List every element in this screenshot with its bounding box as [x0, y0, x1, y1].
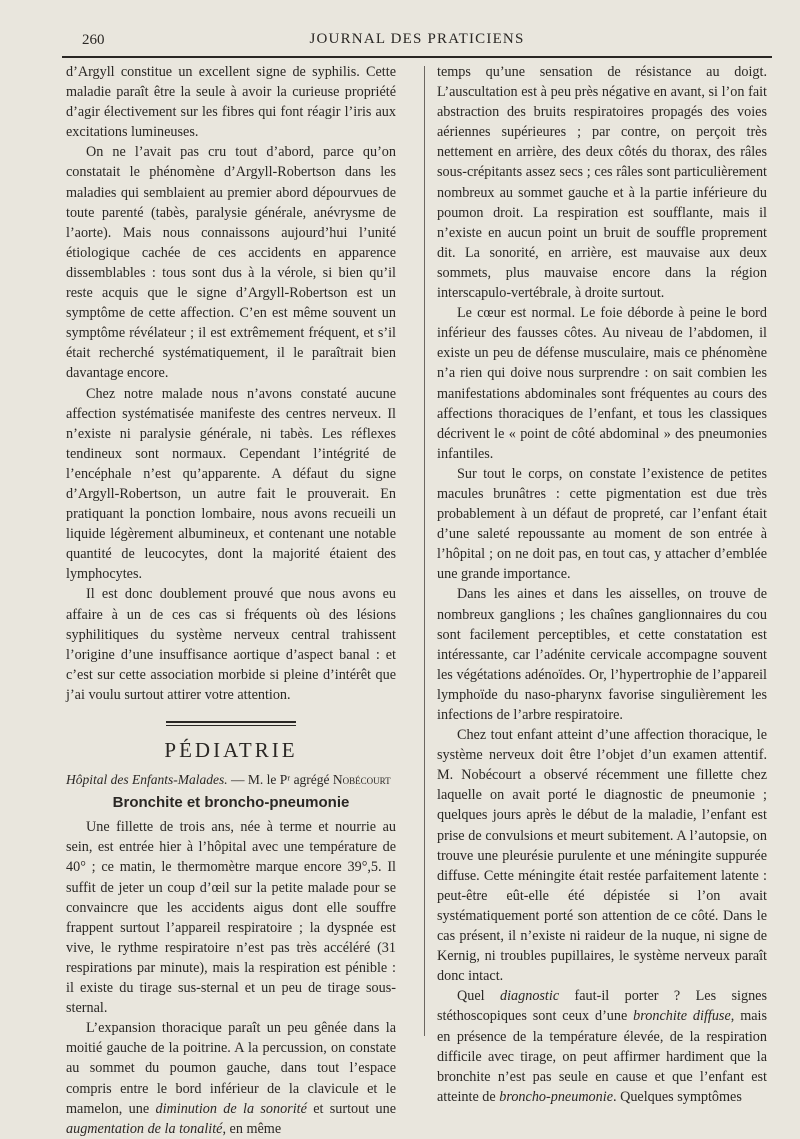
paragraph: Le cœur est normal. Le foie déborde à peine le bord inférieur des fausses côtes. Au niveau de l’abdomen, il existe un peu de défense musculaire, mais ce phénomène n’a rien qui doive nous surprendre : on sait combien les manifestations abdominales sont fréquentes au cours des affections thoraciques de l’enfant, et tous les classiques décrivent le « point de côté abdominal » des pneumonies infantiles. [437, 305, 767, 462]
section-rule [166, 721, 296, 723]
header-rule [62, 56, 772, 58]
text-run: , mais en présence de la température élevée, de la respiration difficile avec tirage, on peut affirmer hardiment que la bronchite n’est pas seule en cause et que l’enfant est atteinte de [437, 1008, 767, 1105]
text-run: faut-il porter ? Les signes stéthoscopiques sont ceux d’une [437, 988, 767, 1025]
speaker-prefix: — M. le Pʳ agrégé [227, 772, 333, 788]
paragraph: Sur tout le corps, on constate l’existence de petites macules brunâtres : cette pigmentation est due très probablement à un défaut de propreté, car l’enfant était d’une saleté repoussante au moment de son entrée à l’hôpital ; on ne doit pas, en tout cas, y attacher d’emblée une grande importance. [437, 465, 767, 583]
italic-text: augmentation de la tonalité [66, 1120, 223, 1137]
text-run: et surtout une [306, 1100, 396, 1117]
paragraph: Il est donc doublement prouvé que nous avons eu affaire à un de ces cas si fréquents où des lésions syphilitiques du système nerveux central trahissent l’origine d’une insuffisance aortique d’aspect banal : et c’est sur cette association morbide si pleine d’intérêt que j’ai voulu surtout attirer votre attention. [66, 586, 396, 703]
italic-text: diagnostic [500, 988, 560, 1005]
paragraph: On ne l’avait pas cru tout d’abord, parce qu’on constatait le phénomène d’Argyll-Robertson dans les maladies qui semblaient au premier abord dépourvues de toute parenté (tabès, paralysie générale, anévrysme de l’aorte). Mais nous connaissons aujourd’hui l’unité étiologique cachée de ces accidents en apparence dissemblables : tous sont dus à la vérole, si bien qu’il reste acquis que le signe d’Argyll-Robertson est un symptôme de cette affection. C’en est même souvent un symptôme révélateur ; il est extrêmement fréquent, et s’il était recherché systématiquement, il le paraîtrait bien davantage encore. [66, 144, 396, 382]
italic-text: bronchite diffuse [633, 1008, 731, 1025]
section-rule [166, 725, 296, 726]
text-run: L’expansion thoracique paraît un peu gênée dans la moitié gauche de la poitrine. A la percussion, on constate au sommet du poumon gauche, dans tout l’espace compris entre le bord inférieur de la clavicule et le mamelon, une [66, 1020, 396, 1117]
hospital-name: Hôpital des Enfants-Malades. [66, 772, 228, 788]
column-divider [424, 66, 425, 1036]
page-number: 260 [82, 32, 105, 48]
section-heading-block [66, 721, 396, 760]
running-title: JOURNAL DES PRATICIENS [309, 31, 525, 47]
paragraph [66, 1018, 396, 1139]
paragraph: temps qu’une sensation de résistance au doigt. L’auscultation est à peu près négative en avant, si l’on fait abstraction des bruits respiratoires propagés des voies aériennes supérieures ; par contre, on perçoit très nettement en arrière, des deux côtés du thorax, des râles sous-crépitants assez secs ; ces râles sont particulièrement nombreux au sommet gauche et à la partie inférieure du poumon droit. La respiration est soufflante, mais il n’existe en aucun point un bruit de souffle proprement dit. La sonorité, en arrière, est mauvaise aux deux sommets, plus mauvaise encore dans la région interscapulo-vertébrale, à droite surtout. [437, 64, 767, 302]
running-header [62, 26, 772, 52]
text-run: , en même [222, 1120, 282, 1137]
text-run: . Quelques symptômes [613, 1088, 742, 1105]
paragraph: Une fillette de trois ans, née à terme et nourrie au sein, est entrée hier à l’hôpital avec une température de 40° ; ce matin, le thermomètre marque encore 39°,5. Il suffit de jeter un coup d’œil sur la petite malade pour se convaincre que les accidents aigus dont elle souffre frappent surtout l’appareil respiratoire ; la dyspnée est vive, le rythme respiratoire n’est pas très accéléré (31 respirations par minute), mais la respiration est pénible : il existe du tirage sus-sternal et un peu de tirage sous-sternal. [66, 819, 396, 1017]
paragraph: d’Argyll constitue un excellent signe de syphilis. Cette maladie paraît être la seule à avoir la curieuse propriété d’agir électivement sur les fibres qui font réagir l’iris aux excitations lumineuses. [66, 64, 396, 141]
left-column [66, 62, 396, 1139]
paragraph: Chez notre malade nous n’avons constaté aucune affection systématisée manifeste des centres nerveux. Il n’existe ni paralysie générale, ni tabès. Les réflexes tendineux sont normaux. Cependant l’intégrité de l’encéphale n’est qu’apparente. A défaut du signe d’Argyll-Robertson, un autre fait le prouverait. En pratiquant la ponction lombaire, nous avons recueili un liquide légèrement albumineux, et contenant une notable quantité de leucocytes, dont la majorité étaient des lymphocytes. [66, 385, 396, 583]
right-column [437, 62, 767, 1107]
paragraph: Chez tout enfant atteint d’une affection thoracique, le système nerveux doit être l’objet d’un examen attentif. M. Nobécourt a observé récemment une fillette chez laquelle on avait porté le diagnostic de pneumonie ; quelques jours après le début de la maladie, l’enfant est prise de convulsions et meurt subitement. A l’autopsie, on trouve une pleurésie purulente et une méningite suppurée diffuse. Cette méningite était restée parfaitement latente : peut-être eût-elle été dépistée si l’on avait systématiquement porté son attention de ce côté. Dans le cas présent, il n’existe ni raideur de la nuque, ni signe de Kernig, ni troubles pupillaires, le système nerveux paraît donc intact. [437, 727, 767, 985]
lecture-attribution [66, 770, 396, 790]
article-title: Bronchite et broncho-pneumonie [112, 794, 350, 812]
paragraph [437, 986, 767, 1107]
text-run: Quel [457, 988, 500, 1005]
speaker-name: Nobécourt [332, 772, 391, 788]
italic-text: diminution de la sonorité [155, 1100, 307, 1117]
italic-text: broncho-pneumonie [499, 1088, 613, 1105]
paragraph: Dans les aines et dans les aisselles, on trouve de nombreux ganglions ; les chaînes ganglionnaires du cou sont facilement perceptibles, et cette constatation est intéressante, car l’adénite cervicale accompagne souvent les végétations adénoïdes. Or, l’hypertrophie de l’appareil lymphoïde du naso-pharynx favorise singulièrement les infections de l’arbre respiratoire. [437, 586, 767, 723]
section-title: PÉDIATRIE [164, 738, 298, 762]
